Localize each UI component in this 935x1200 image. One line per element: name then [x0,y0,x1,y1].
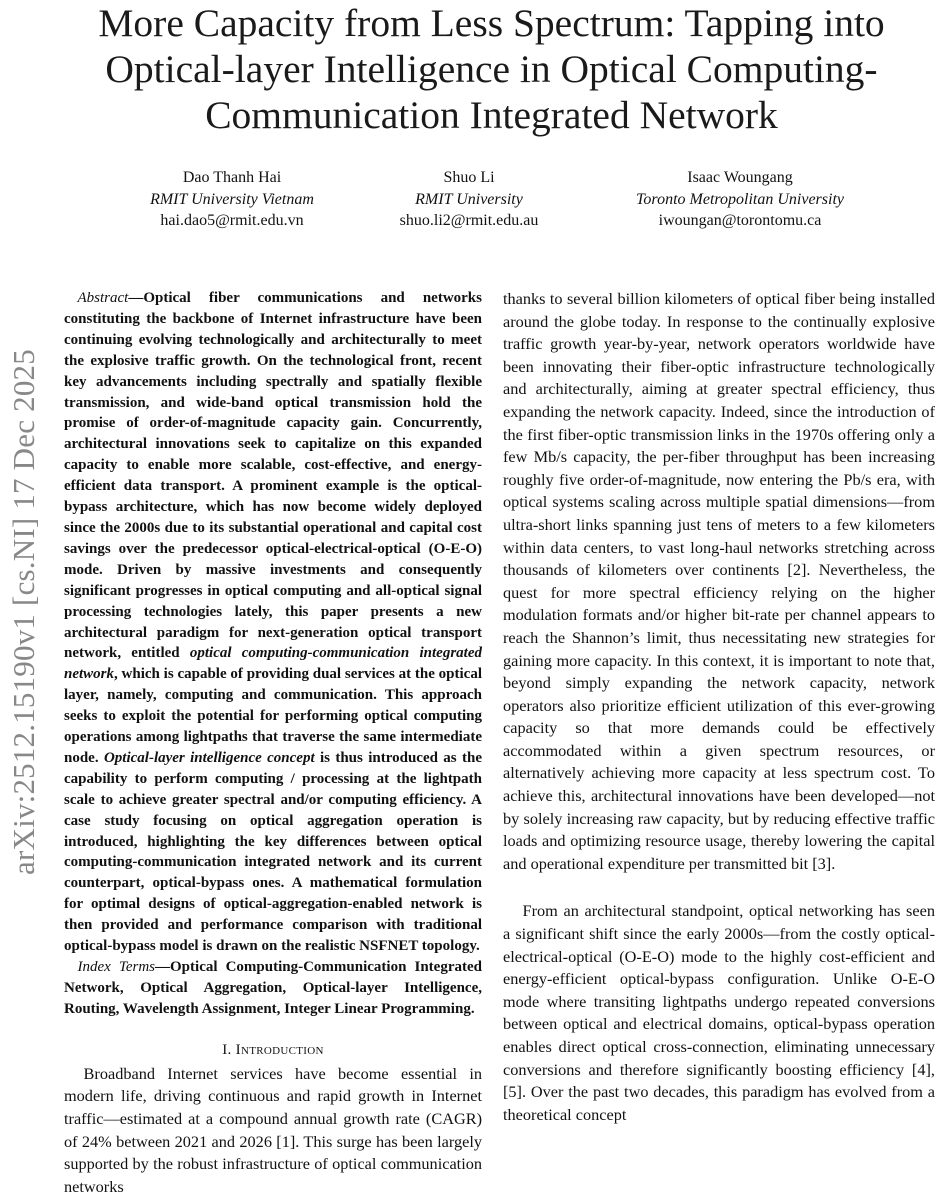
index-terms-text: —Optical Computing-Communication Integrated Network, Optical Aggregation, Optical-layer Intelligence, Routing, Wavelength Assignment, Integer Linear Programming. [64,959,482,1017]
paper-title: More Capacity from Less Spectrum: Tapping into Optical-layer Intelligence in Optical Computing-Communication Integrated Network [98,1,885,137]
author-affiliation: RMIT University Vietnam [150,190,314,208]
left-column [64,288,482,1198]
section-heading-introduction [64,1042,482,1059]
author-name: Dao Thanh Hai [182,169,282,186]
author-name: Shuo Li [443,169,495,186]
right-column [503,288,935,1126]
arxiv-identifier: arXiv:2512.15190v1 [cs.NI] 17 Dec 2025 [6,349,41,875]
abstract-text-3: is thus introduced as the capability to perform computing / processing at the lightpath scale to achieve greater spectral and/or computing efficiency. A case study focusing on optical aggregation operation is introduced, highlighting the key differences between optical computing-communication integrated network and its current counterpart, optical-bypass ones. A mathematical formulation for optimal designs of optical-aggregation-enabled network is then provided and performance comparison with traditional optical-bypass model is drawn on the realistic NSFNET topology. [64,749,483,955]
abstract-label: Abstract [77,290,129,306]
author-name: Isaac Woungang [687,169,793,186]
author-block [0,167,935,233]
author-email: shuo.li2@rmit.edu.au [399,212,539,229]
section-title: Introduction [235,1041,324,1058]
intro-paragraph-1: Broadband Internet services have become essential in modern life, driving continuous and rapid growth in Internet traffic—estimated at a compound annual growth rate (CAGR) of 24% between 2021 and 2026 [1]. This surge has been largely supported by the robust infrastructure of optical communication networks [64,1063,482,1196]
abstract [64,288,482,957]
author-email: iwoungan@torontomu.ca [658,212,822,229]
index-terms [64,957,482,1020]
section-number: I. [222,1041,236,1058]
index-terms-label: Index Terms [77,959,156,975]
intro-paragraph-1-continued: thanks to several billion kilometers of optical fiber being installed around the globe today. In response to the continually explosive traffic growth year-by-year, network operators worldwide have been innovating their fiber-optic infrastructure technologically and architecturally, aiming at greater spectral efficiency, thus expanding the network capacity. Indeed, since the introduction of the first fiber-optic transmission links in the 1970s offering only a few Mb/s capacity, the per-fiber throughput has been increasing roughly five order-of-magnitude, now entering the Pb/s era, with optical systems scaling across multiple spatial dimensions—from ultra-short links spanning just tens of meters to a few kilometers within data centers, to vast long-haul networks stretching across thousands of kilometers over continents [2]. Nevertheless, the quest for more spectral efficiency relying on the higher modulation formats and/or higher bit-rate per channel appears to reach the Shannon’s limit, thus necessitating new strategies for gaining more capacity. In this context, it is important to note that, beyond simply expanding the network capacity, network operators also prioritize efficient utilization of this ever-growing capacity so that more demands could be effectively accommodated within a given spectrum resources, or alternatively achieving more capacity at less spectrum cost. To achieve this, architectural innovations have been developed—not by solely increasing raw capacity, but by reducing effective traffic loads and optimizing resource usage, thereby lowering the capital and operational expenditure per transmitted bit [3]. [503,289,935,873]
abstract-emphasis-1: optical computing-communication integrated network [64,645,482,683]
author-affiliation: RMIT University [415,190,523,208]
author-3 [590,167,890,232]
arxiv-sidebar-stamp [0,282,48,942]
abstract-emphasis-2: Optical-layer intelligence concept [103,749,315,766]
author-affiliation: Toronto Metropolitan University [636,190,844,208]
author-email: hai.dao5@rmit.edu.vn [160,212,304,229]
author-2 [319,167,619,232]
intro-paragraph-2: From an architectural standpoint, optical networking has seen a significant shift since the early 2000s—from the costly optical-electrical-optical (O-E-O) mode to the highly cost-efficient and energy-efficient optical-bypass configuration. Unlike O-E-O mode where transiting lightpaths undergo repeated conversions between optical and electrical domains, optical-bypass operation enables direct optical cross-connection, eliminating unnecessary conversions and therefore significantly boosting efficiency [4], [5]. Over the past two decades, this paradigm has evolved from a theoretical concept [503,901,935,1124]
paragraph-gap [503,875,935,900]
abstract-text-1: —Optical fiber communications and networks constituting the backbone of Internet infrastructure have been continuing evolving technologically and architecturally to meet the explosive traffic growth. On the technological front, recent key advancements including spectrally and spatially flexible transmission, and wide-band optical transmission hold the promise of order-of-magnitude capacity gain. Concurrently, architectural innovations seek to capitalize on this expanded capacity to enable more scalable, cost-effective, and energy-efficient data transport. A prominent example is the optical-bypass architecture, which has now become widely deployed since the 2000s due to its substantial operational and capital cost savings over the predecessor optical-electrical-optical (O-E-O) mode. Driven by massive investments and consequently significant progresses in optical computing and all-optical signal processing technologies lately, this paper presents a new architectural paradigm for next-generation optical transport network, entitled [64,290,482,662]
abstract-text-2: , which is capable of providing dual services at the optical layer, namely, computing and communication. This approach seeks to exploit the potential for performing optical computing operations among lightpaths that traverse the same intermediate node. [64,666,482,766]
